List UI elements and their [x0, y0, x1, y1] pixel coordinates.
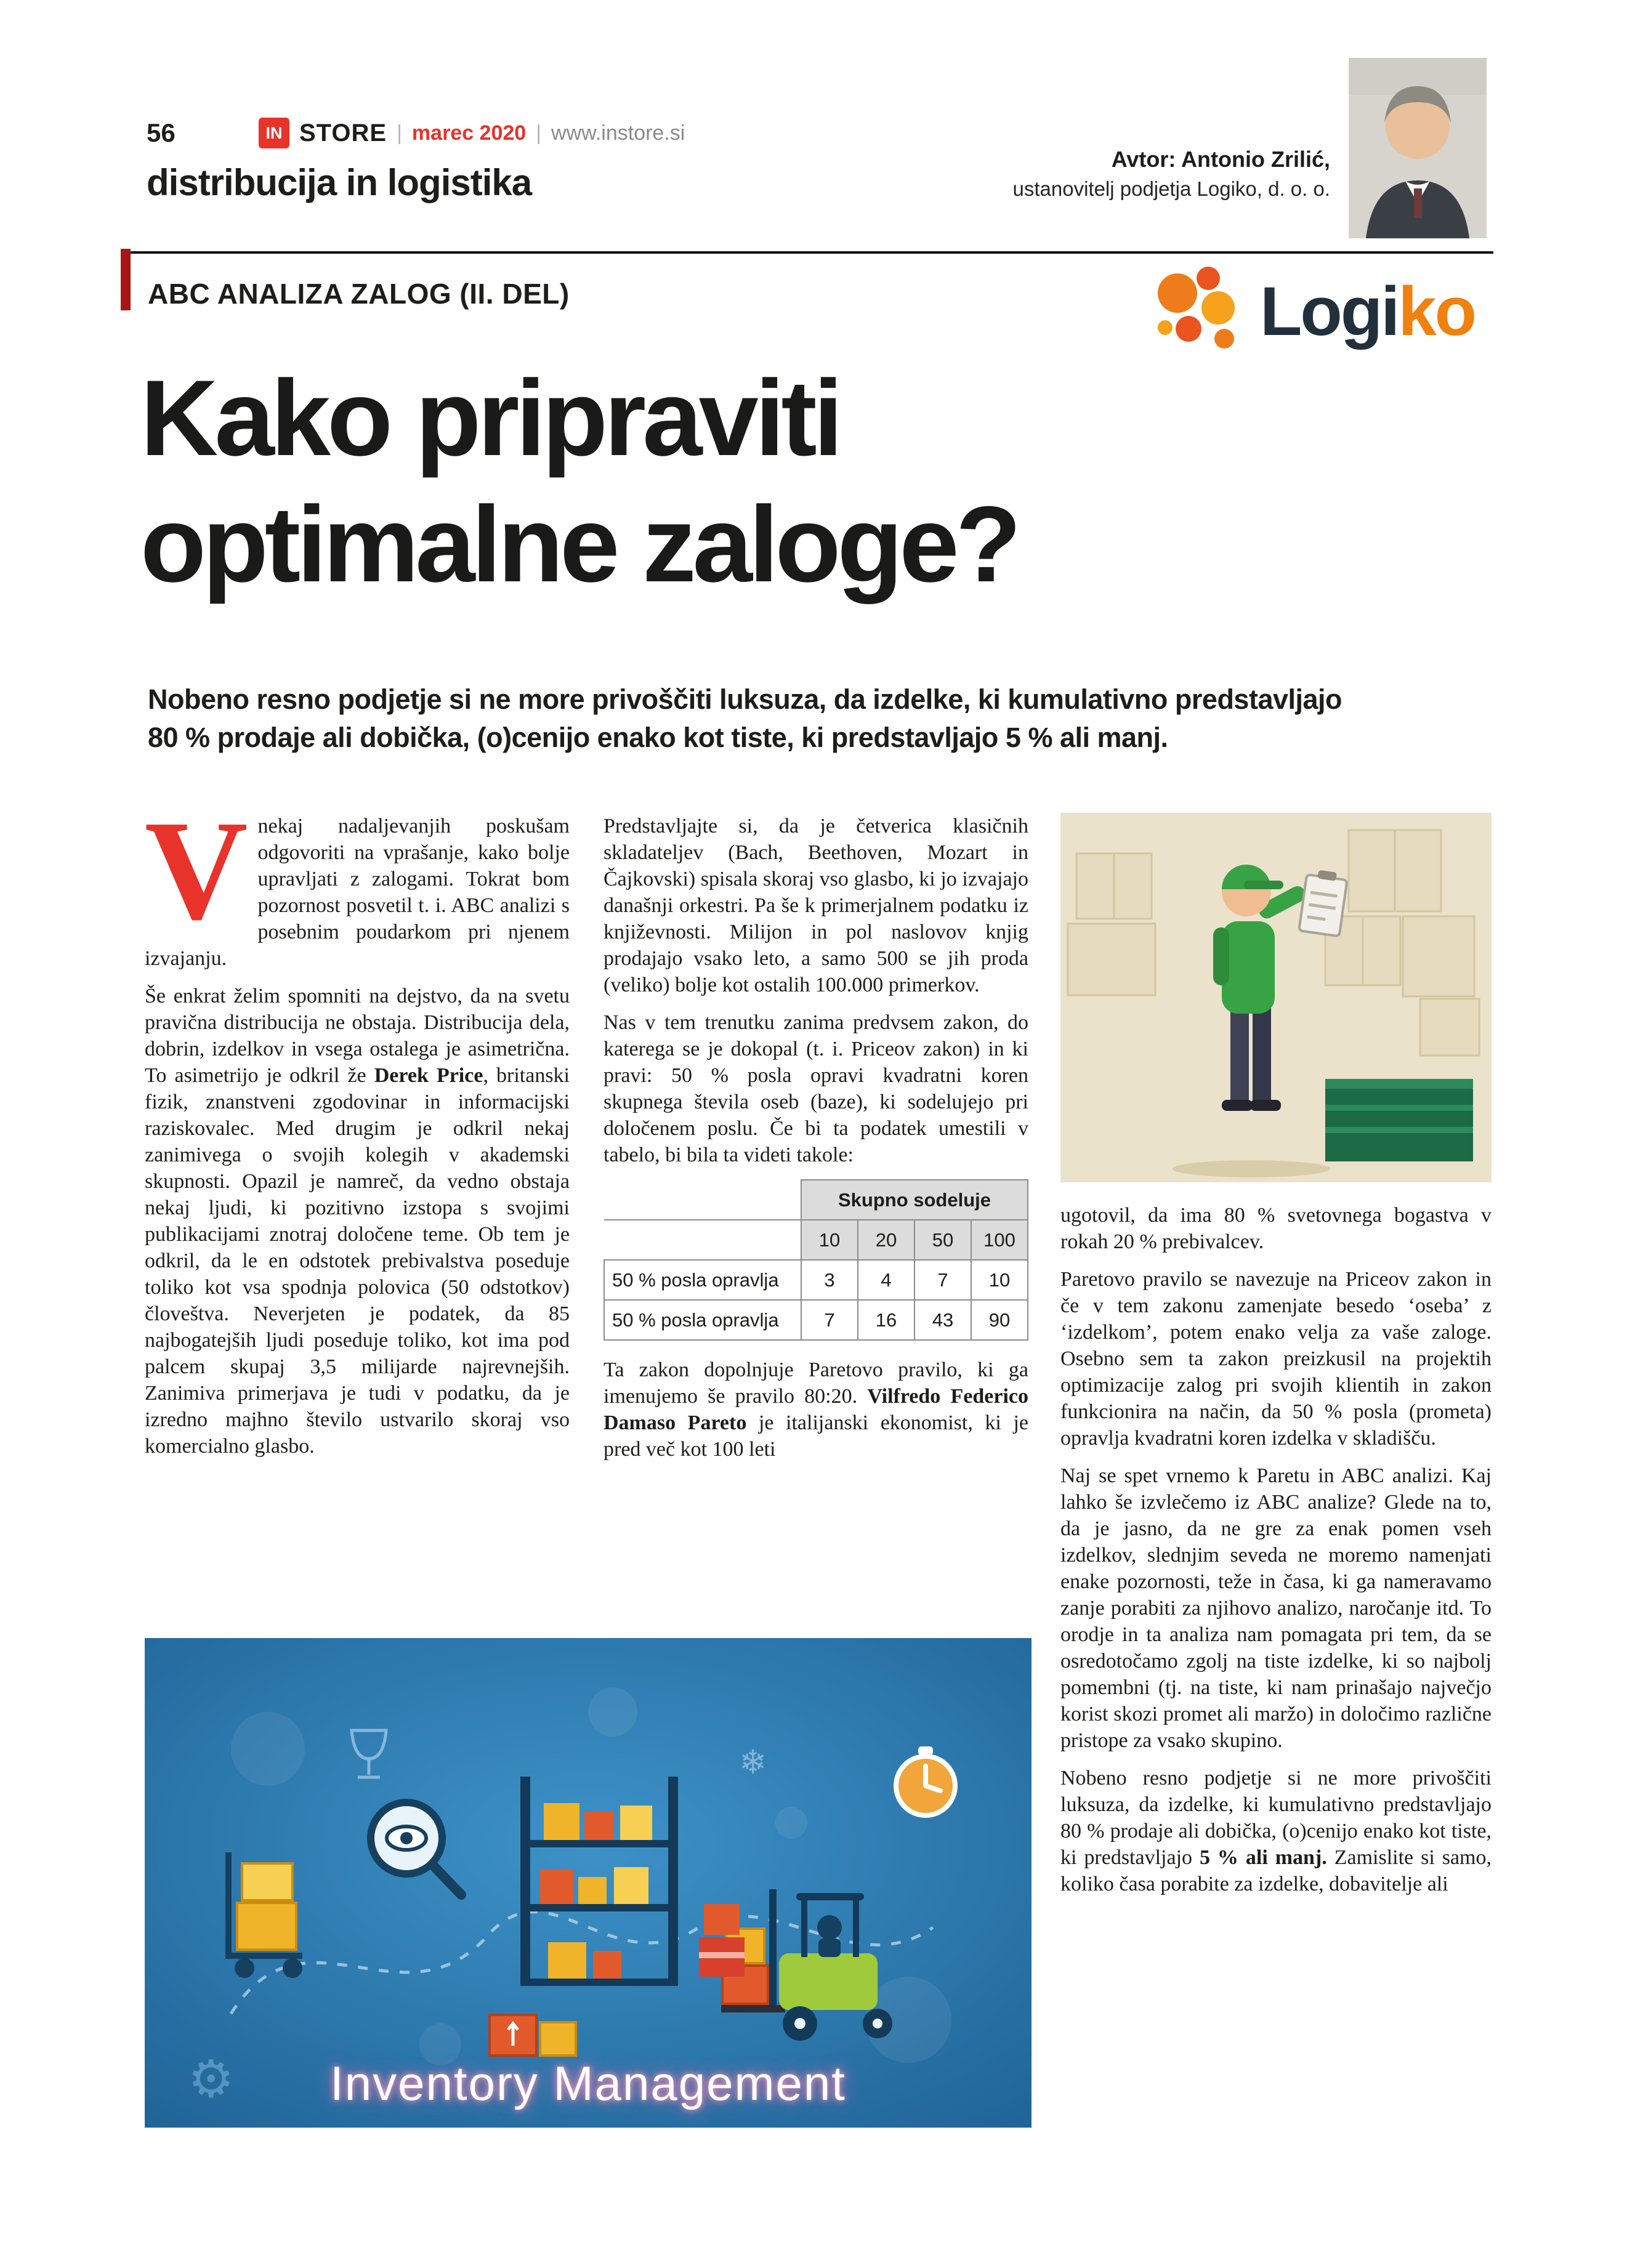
- masthead-separator: |: [397, 121, 402, 145]
- masthead-url[interactable]: www.instore.si: [551, 121, 685, 145]
- bold-name: Derek Price: [374, 1064, 483, 1087]
- bold-phrase: 5 % ali manj.: [1199, 1846, 1327, 1869]
- inventory-management-image: [145, 1638, 1031, 2128]
- snowflake-icon: ❄: [739, 1743, 767, 1782]
- table-row-label: 50 % posla opravlja: [604, 1260, 801, 1300]
- masthead: [259, 117, 685, 149]
- inventory-caption: Inventory Management: [330, 2056, 846, 2110]
- table-cell: 10: [971, 1260, 1028, 1300]
- table-header-value: 20: [858, 1220, 914, 1260]
- article-column-1: [145, 813, 570, 1635]
- warehouse-worker-illustration: [1060, 813, 1492, 1182]
- inventory-management-illustration: [145, 1638, 1031, 2128]
- red-boxes-icon: [699, 1904, 745, 1977]
- author-name: Avtor: Antonio Zrilić,: [1111, 147, 1330, 172]
- price-law-table: [604, 1179, 1028, 1341]
- table-header-row: [604, 1180, 1028, 1220]
- headline-line2: optimalne zaloge?: [140, 484, 1018, 605]
- author-block: [899, 147, 1330, 201]
- logiko-logo-icon: [1147, 259, 1251, 363]
- paragraph: Nas v tem trenutku zanima predvsem zakon, do katerega se je dokopal (t. i. Priceov zakon) in ki pravi: 50 % posla opravi kvadratni koren skupnega števila oseb (baze), ki sodelujejo pri določenem poslu. Če bi ta podatek umestili v tabelo, bi bila ta videti takole:: [604, 1011, 1028, 1166]
- table-header-value: 50: [914, 1220, 971, 1260]
- lead-line1: Nobeno resno podjetje si ne more privoščiti luksuza, da izdelke, ki kumulativno predstavljajo: [148, 684, 1342, 715]
- lead-paragraph: [148, 680, 1503, 757]
- table-header-row: [604, 1220, 1028, 1260]
- drop-cap: V: [145, 813, 248, 950]
- table-row: [604, 1300, 1028, 1340]
- logiko-logo: [1147, 259, 1475, 363]
- table-header: Skupno sodeluje: [801, 1180, 1028, 1220]
- table-empty-cell: [604, 1180, 801, 1220]
- lead-line2: 80 % prodaje ali dobička, (o)cenijo enako kot tiste, ki predstavljajo 5 % ali manj.: [148, 722, 1168, 754]
- paragraph: Naj se spet vrnemo k Paretu in ABC analizi. Kaj lahko še izvlečemo iz ABC analize? Glede na to, da je jasno, da ne gre za enak pomen vseh izdelkov, slednjim seveda ne moremo namenjati enake pozornosti, teže in časa, ki ga nameravamo zanje porabiti za njihovo analizo, naročanje itd. To orodje in ta analiza nam pomagata pri tem, da se osredotočamo zgolj na tiste izdelke, ki so najbolj pomembni (tj. na tiste, ki nam prinašajo največjo korist skozi promet ali maržo) in določimo različne pristope za vsako skupino.: [1060, 1464, 1492, 1752]
- table-cell: 4: [858, 1260, 914, 1300]
- section-title: distribucija in logistika: [147, 162, 532, 203]
- clipboard-icon: [1299, 868, 1348, 936]
- author-photo: [1349, 58, 1487, 238]
- paragraph: Paretovo pravilo se navezuje na Priceov zakon in če v tem zakonu zamenjate besedo ‘oseba’ z ‘izdelkom’, potem enako velja za vaše zaloge. Osebno sem ta zakon preizkusil na projektih optimizacije zalog pri svojih klientih in zakon funkcionira na način, da 50 % posla (prometa) opravlja kvadratni koren izdelka v skladišču.: [1060, 1268, 1492, 1450]
- table-cell: 7: [801, 1300, 858, 1340]
- table-header-value: 10: [801, 1220, 858, 1260]
- paragraph: Ta zakon dopolnjuje Paretovo pravilo, ki ga imenujemo še pravilo 80:20. Vilfredo Federico Damaso Pareto je italijanski ekonomist, ki je pred več kot 100 leti: [604, 1358, 1028, 1461]
- green-crate: [1325, 1079, 1473, 1161]
- paragraph: Nobeno resno podjetje si ne more privoščiti luksuza, da izdelke, ki kumulativno predstavljajo 80 % prodaje ali dobička, (o)cenijo enako kot tiste, ki predstavljajo 5 % ali manj. Zamislite si samo, koliko časa porabite za izdelke, dobavitelje ali: [1060, 1767, 1492, 1895]
- headline-line1: Kako pripraviti: [140, 358, 840, 478]
- bold-name: Vilfredo Federico Damaso Pareto: [604, 1385, 1028, 1434]
- author-role: ustanovitelj podjetja Logiko, d. o. o.: [1012, 177, 1330, 200]
- masthead-date: marec 2020: [411, 121, 527, 145]
- table-cell: 7: [914, 1260, 971, 1300]
- table-cell: 43: [914, 1300, 971, 1340]
- headline: [140, 356, 1018, 608]
- masthead-store-label: STORE: [299, 119, 387, 147]
- table-cell: 16: [858, 1300, 914, 1340]
- author-portrait-image: [1349, 58, 1487, 238]
- paragraph: Vnekaj nadaljevanjih poskušam odgovoriti na vprašanje, kako bolje upravljati z zalogami. Tokrat bom pozornost posvetil t. i. ABC analizi s posebnim poudarkom pri njenem izvajanju.: [145, 813, 570, 970]
- paragraph: Predstavljajte si, da je četverica klasičnih skladateljev (Bach, Beethoven, Mozart in Čajkovski) spisala skoraj vso glasbo, ki jo izvajajo današnji orkestri. Pa še k primerjalnem podatku iz književnosti. Milijon in pol naslovov knjig prodajajo vsako leto, a samo 500 se jih proda (veliko) bolje kot ostalih 100.000 primerkov.: [604, 815, 1028, 996]
- table-row-label: 50 % posla opravlja: [604, 1300, 801, 1340]
- masthead-separator: |: [536, 121, 542, 145]
- page-number: 56: [147, 118, 176, 147]
- warehouse-worker-image: [1060, 813, 1492, 1182]
- table-empty-cell: [604, 1220, 801, 1260]
- instore-logo-icon: IN: [259, 118, 289, 148]
- paragraph: ugotovil, da ima 80 % svetovnega bogastva v rokah 20 % prebivalcev.: [1060, 1204, 1492, 1253]
- table-cell: 3: [801, 1260, 858, 1300]
- table-cell: 90: [971, 1300, 1028, 1340]
- article-column-2: [604, 813, 1028, 1635]
- gear-icon: ⚙: [188, 2049, 235, 2109]
- logiko-wordmark: Logiko: [1260, 272, 1476, 350]
- table-header-value: 100: [971, 1220, 1028, 1260]
- article-column-3: [1060, 813, 1492, 2229]
- table-row: [604, 1260, 1028, 1300]
- header-rule: [123, 251, 1493, 254]
- section-red-tick: [121, 249, 131, 310]
- article-kicker: ABC ANALIZA ZALOG (II. DEL): [148, 278, 570, 310]
- paragraph: Še enkrat želim spomniti na dejstvo, da na svetu pravična distribucija ne obstaja. Distribucija dela, dobrin, izdelkov in vsega ostalega je asimetrična. To asimetrijo je odkril že Derek Price, britanski fizik, znanstveni zgodovinar in informacijski raziskovalec. Med drugim je odkril nekaj zanimivega o svojih kolegih v akademski skupnosti. Opazil je namreč, da vedno obstaja nekaj ljudi, ki pozitivno izstopa s svojimi publikacijami znotraj določene teme. Ob tem je odkril, da le en odstotek prebivalstva poseduje toliko kot vsa spodnja polovica (50 odstotkov) človeštva. Neverjeten je podatek, da 85 najbogatejših ljudi poseduje toliko, kot ima pod palcem skupaj 3,5 milijarde najrevnejših. Zanimiva primerjava je tudi v podatku, da je izredno majhno število ustvarilo skoraj vso komercialno glasbo.: [145, 985, 570, 1458]
